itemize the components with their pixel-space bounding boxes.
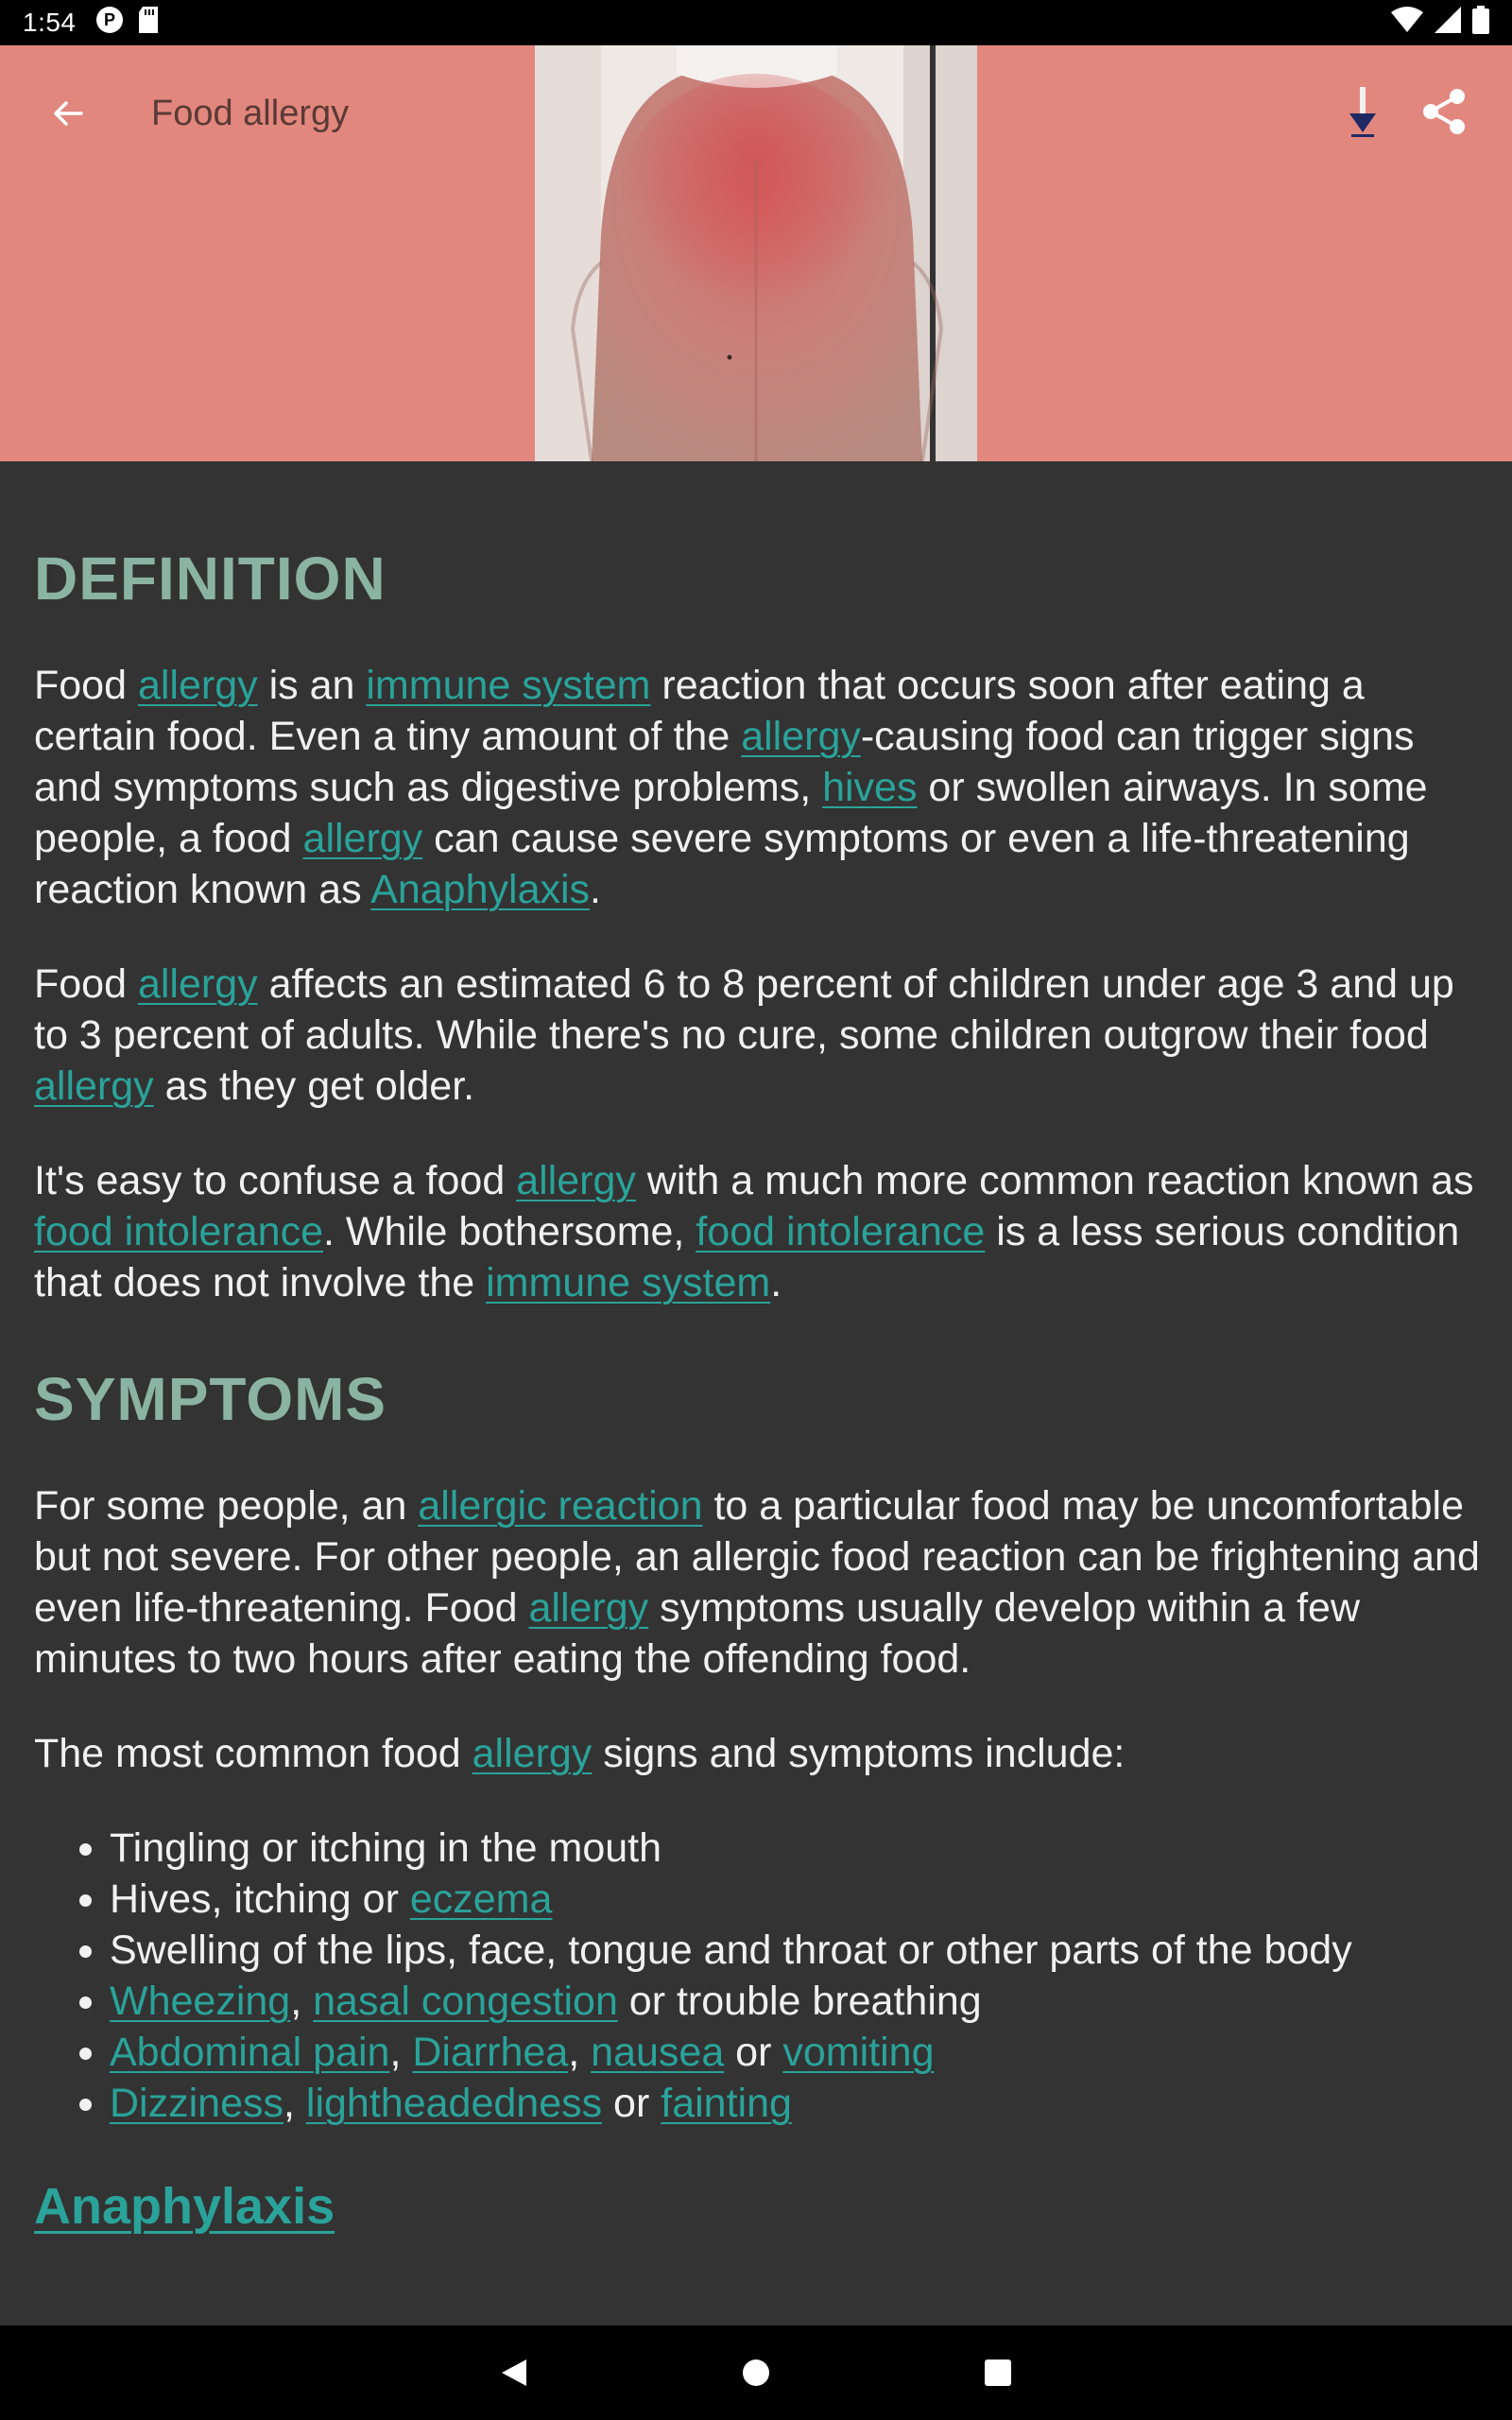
- text-span: Food: [34, 663, 138, 708]
- article-content: [34, 461, 1489, 2325]
- link-allergy[interactable]: allergy: [741, 714, 861, 759]
- list-item: [110, 1823, 1489, 1874]
- notification-p-icon: [95, 6, 124, 41]
- text-span: can cause severe symptoms or even a life-threatening reaction known as: [34, 816, 1410, 912]
- link-allergy[interactable]: allergy: [472, 1731, 593, 1776]
- link-allergy[interactable]: allergy: [137, 663, 258, 708]
- text-span: For some people, an: [34, 1483, 419, 1529]
- text-span: Swelling of the lips, face, tongue and throat or other parts of the body: [110, 1927, 1352, 1973]
- link-allergy[interactable]: allergy: [137, 961, 258, 1007]
- text-span: with a much more common reaction known as: [635, 1158, 1474, 1203]
- symptoms-heading: SYMPTOMS: [34, 1365, 387, 1433]
- text-span: as they get older.: [153, 1063, 475, 1109]
- share-button[interactable]: [1414, 81, 1474, 142]
- definition-paragraph-2: [34, 959, 1489, 1112]
- link-immune-system[interactable]: immune system: [366, 663, 651, 708]
- text-span: The most common food: [34, 1731, 472, 1776]
- share-icon: [1419, 87, 1469, 136]
- text-span: ,: [284, 2081, 306, 2126]
- text-span: ,: [290, 1979, 314, 2024]
- definition-heading: DEFINITION: [34, 544, 387, 613]
- hero-image: [535, 45, 977, 461]
- text-span: reaction that occurs soon after eating a certain food. Even a tiny amount of the: [34, 663, 1365, 759]
- text-span: affects an estimated 6 to 8 percent of children under age 3 and up to 3 percent of adults. While there's no cure, some children outgrow their food: [34, 961, 1454, 1058]
- status-right-icons: [1391, 6, 1489, 41]
- link-allergy[interactable]: allergy: [302, 816, 423, 861]
- nav-back-button[interactable]: [393, 2325, 635, 2420]
- link-allergy[interactable]: allergy: [34, 1063, 154, 1109]
- nav-recents-button[interactable]: [877, 2325, 1119, 2420]
- text-span: .: [590, 867, 601, 912]
- text-span: is a less serious condition that does not involve the: [34, 1209, 1460, 1305]
- list-item: [110, 2078, 1489, 2129]
- text-span: .: [770, 1260, 782, 1305]
- status-left-icons: [95, 6, 160, 41]
- text-span: or trouble breathing: [617, 1979, 982, 2024]
- link-lightheadedness[interactable]: lightheadedness: [305, 2081, 603, 2126]
- triangle-back-icon: [498, 2357, 530, 2389]
- link-anaphylaxis[interactable]: Anaphylaxis: [370, 867, 591, 912]
- text-span: ,: [568, 2030, 592, 2075]
- square-recents-icon: [984, 2359, 1012, 2387]
- list-item: [110, 1976, 1489, 2027]
- collapsing-header: [0, 45, 1512, 461]
- text-span: It's easy to confuse a food: [34, 1158, 517, 1203]
- back-button[interactable]: [38, 83, 98, 144]
- status-time: 1:54: [23, 8, 77, 37]
- toolbar-title: Food allergy: [151, 94, 350, 133]
- link-food-intolerance[interactable]: food intolerance: [34, 1209, 323, 1254]
- link-allergic-reaction[interactable]: allergic reaction: [418, 1483, 703, 1529]
- system-nav-bar: [0, 2325, 1512, 2420]
- link-wheezing[interactable]: Wheezing: [110, 1979, 291, 2024]
- svg-text:P: P: [103, 9, 115, 29]
- text-span: to a particular food may be uncomfortable but not severe. For other people, an allergic food reaction can be frightening and even life-threatening. Food: [34, 1483, 1480, 1631]
- definition-paragraph-3: [34, 1155, 1489, 1308]
- list-item: [110, 1874, 1489, 1925]
- link-allergy[interactable]: allergy: [516, 1158, 636, 1203]
- text-span: Hives, itching or: [110, 1876, 410, 1922]
- circle-home-icon: [741, 2358, 771, 2388]
- battery-icon: [1472, 6, 1489, 41]
- text-span: Tingling or itching in the mouth: [110, 1825, 662, 1871]
- status-bar: [0, 0, 1512, 45]
- symptoms-list: [34, 1823, 1489, 2129]
- arrow-back-icon: [51, 96, 85, 130]
- definition-paragraph-1: [34, 660, 1489, 915]
- download-button[interactable]: [1332, 81, 1393, 142]
- link-abdominal-pain[interactable]: Abdominal pain: [110, 2030, 390, 2075]
- link-immune-system[interactable]: immune system: [486, 1260, 771, 1305]
- download-arrow-icon: [1344, 85, 1382, 138]
- link-nausea[interactable]: nausea: [591, 2030, 725, 2075]
- link-food-intolerance[interactable]: food intolerance: [696, 1209, 986, 1254]
- link-hives[interactable]: hives: [822, 765, 918, 810]
- signal-icon: [1435, 7, 1461, 40]
- text-span: . While bothersome,: [323, 1209, 696, 1254]
- link-eczema[interactable]: eczema: [409, 1876, 553, 1922]
- text-span: symptoms usually develop within a few minutes to two hours after eating the offending food.: [34, 1585, 1361, 1682]
- anaphylaxis-link-heading[interactable]: Anaphylaxis: [34, 2178, 335, 2235]
- symptoms-paragraph-2: [34, 1728, 1489, 1779]
- text-span: Food: [34, 961, 138, 1007]
- link-nasal-congestion[interactable]: nasal congestion: [313, 1979, 618, 2024]
- symptoms-paragraph-1: [34, 1480, 1489, 1685]
- link-fainting[interactable]: fainting: [661, 2081, 792, 2126]
- sd-card-icon: [137, 7, 160, 40]
- text-span: or: [602, 2081, 662, 2126]
- wifi-icon: [1391, 7, 1423, 40]
- link-allergy[interactable]: allergy: [528, 1585, 649, 1631]
- link-vomiting[interactable]: vomiting: [782, 2030, 935, 2075]
- text-span: or: [724, 2030, 783, 2075]
- list-item: [110, 2027, 1489, 2078]
- text-span: ,: [389, 2030, 413, 2075]
- text-span: signs and symptoms include:: [592, 1731, 1125, 1776]
- link-dizziness[interactable]: Dizziness: [110, 2081, 284, 2126]
- link-diarrhea[interactable]: Diarrhea: [412, 2030, 569, 2075]
- list-item: [110, 1925, 1489, 1976]
- text-span: or swollen airways. In some people, a food: [34, 765, 1428, 861]
- text-span: is an: [257, 663, 367, 708]
- text-span: -causing food can trigger signs and symptoms such as digestive problems,: [34, 714, 1415, 810]
- nav-home-button[interactable]: [635, 2325, 877, 2420]
